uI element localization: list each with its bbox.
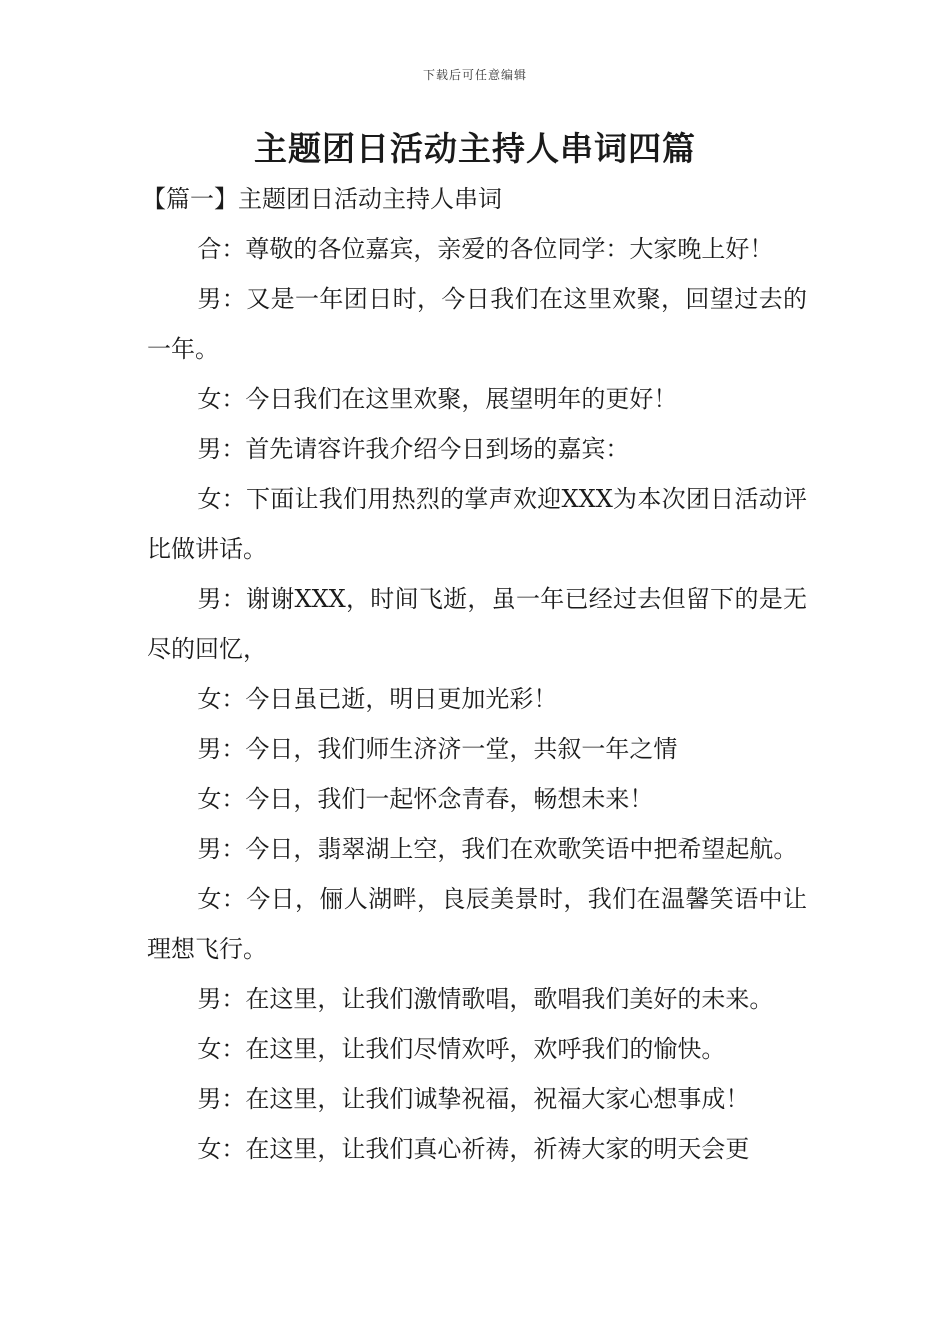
- paragraph: 男：又是一年团日时，今日我们在这里欢聚，回望过去的一年。: [147, 285, 807, 363]
- paragraph: 女：在这里，让我们真心祈祷，祈祷大家的明天会更: [197, 1135, 750, 1163]
- header-note: 下载后可任意编辑: [422, 68, 527, 82]
- paragraph: 女：今日虽已逝，明日更加光彩！: [197, 685, 558, 713]
- document-body: [142, 174, 807, 1174]
- paragraph: 男：今日，翡翠湖上空，我们在欢歌笑语中把希望起航。: [197, 835, 798, 863]
- paragraph: 男：首先请容许我介绍今日到场的嘉宾：: [197, 435, 630, 463]
- paragraph: 女：下面让我们用热烈的掌声欢迎XXX为本次团日活动评比做讲话。: [147, 485, 807, 563]
- paragraph: 女：今日，我们一起怀念青春，畅想未来！: [197, 785, 654, 813]
- section-heading: 【篇一】主题团日活动主持人串词: [142, 185, 502, 213]
- paragraph: 女：在这里，让我们尽情欢呼，欢呼我们的愉快。: [197, 1035, 726, 1063]
- paragraph: 男：在这里，让我们激情歌唱，歌唱我们美好的未来。: [197, 985, 774, 1013]
- paragraph: 男：今日，我们师生济济一堂，共叙一年之情: [197, 735, 678, 763]
- paragraph: 女：今日我们在这里欢聚，展望明年的更好！: [197, 385, 678, 413]
- paragraph: 女：今日，俪人湖畔，良辰美景时，我们在温馨笑语中让理想飞行。: [147, 885, 807, 963]
- paragraph: 合：尊敬的各位嘉宾，亲爱的各位同学：大家晚上好！: [197, 235, 774, 263]
- paragraph: 男：谢谢XXX，时间飞逝，虽一年已经过去但留下的是无尽的回忆，: [147, 585, 807, 663]
- paragraph: 男：在这里，让我们诚挚祝福，祝福大家心想事成！: [197, 1085, 750, 1113]
- document-title: 主题团日活动主持人串词四篇: [254, 129, 696, 168]
